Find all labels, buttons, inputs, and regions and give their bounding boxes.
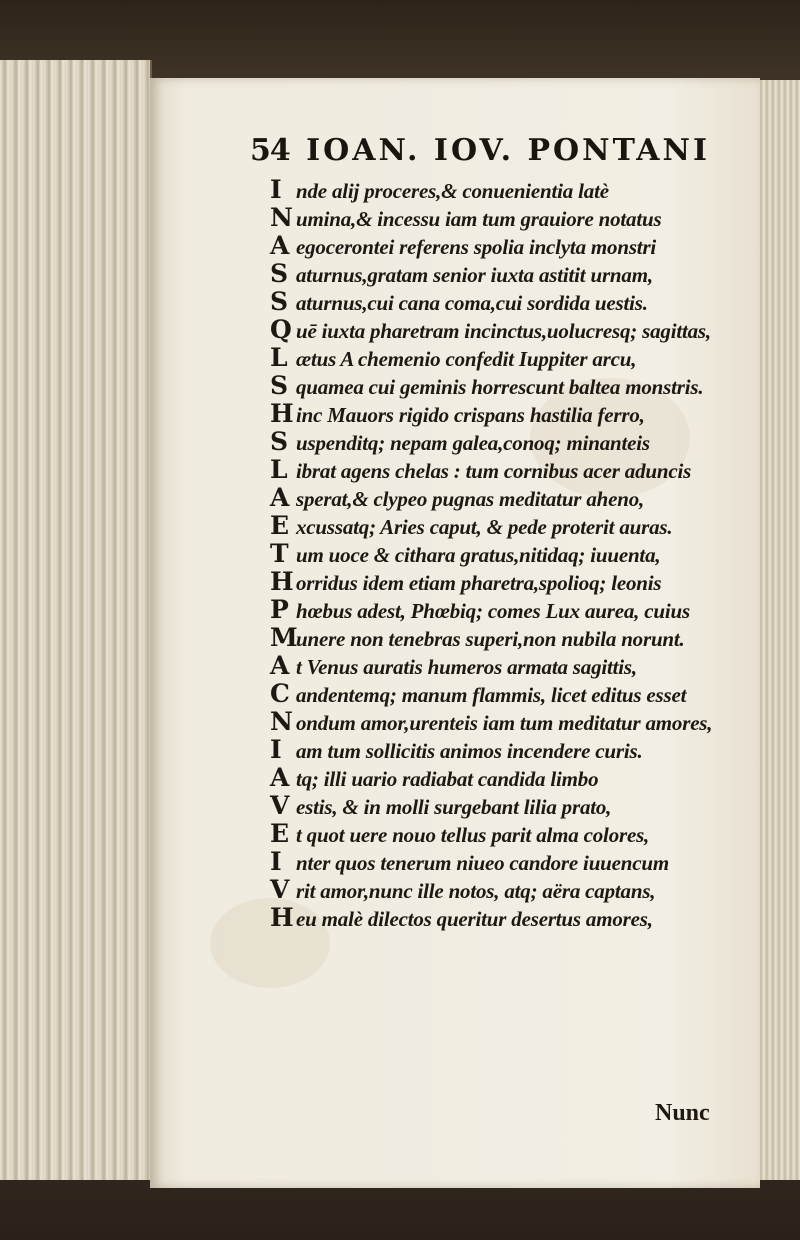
verse-text: andentemq; manum flammis, licet editus esset (296, 683, 687, 707)
verse-line (270, 819, 750, 847)
verse-text: uē iuxta pharetram incinctus,uolucresq; sagittas, (296, 319, 711, 343)
verse-text: eu malè dilectos queritur desertus amores, (296, 907, 653, 931)
verse-line (270, 371, 750, 399)
verse-initial: L (270, 343, 288, 372)
verse-text: unere non tenebras superi,non nubila norunt. (296, 627, 685, 651)
verse-text: nde alij proceres,& conuenientia latè (296, 179, 609, 203)
verse-line (270, 511, 750, 539)
verse-text: umina,& incessu iam tum grauiore notatus (296, 207, 662, 231)
verse-initial: T (270, 539, 289, 568)
verse-initial: S (270, 259, 289, 288)
verse-initial: H (270, 567, 294, 596)
verse-line (270, 427, 750, 455)
running-head (250, 133, 710, 168)
verse-initial: N (270, 707, 293, 736)
verse-initial: A (270, 651, 290, 680)
verse-initial: V (270, 791, 290, 820)
verse-text: orridus idem etiam pharetra,spolioq; leonis (296, 571, 662, 595)
verse-text: estis, & in molli surgebant lilia prato, (296, 795, 612, 819)
verse-initial: Q (270, 315, 292, 344)
verse-initial: M (270, 623, 298, 652)
poem-text (270, 175, 750, 931)
verse-line (270, 567, 750, 595)
verse-line (270, 315, 750, 343)
verse-text: uspenditq; nepam galea,conoq; minanteis (296, 431, 650, 455)
verse-line (270, 399, 750, 427)
verse-initial: E (270, 511, 290, 540)
verse-line (270, 231, 750, 259)
verse-text: ibrat agens chelas : tum cornibus acer aduncis (296, 459, 692, 483)
verse-text: inc Mauors rigido crispans hastilia ferro, (296, 403, 645, 427)
verse-line (270, 175, 750, 203)
verse-line (270, 707, 750, 735)
verse-line (270, 539, 750, 567)
verse-text: t Venus auratis humeros armata sagittis, (296, 655, 637, 679)
verse-line (270, 455, 750, 483)
verse-line (270, 343, 750, 371)
verse-line (270, 791, 750, 819)
verse-initial: S (270, 427, 289, 456)
verse-text: am tum sollicitis animos incendere curis. (296, 739, 643, 763)
verse-initial: E (270, 819, 290, 848)
book-page (150, 78, 760, 1188)
book-edge-right (758, 80, 800, 1180)
verse-text: ondum amor,urenteis iam tum meditatur amores, (296, 711, 713, 735)
verse-initial: A (270, 231, 290, 260)
verse-initial: N (270, 203, 293, 232)
verse-text: xcussatq; Aries caput, & pede proterit auras. (296, 515, 673, 539)
verse-initial: I (270, 847, 282, 876)
verse-text: nter quos tenerum niueo candore iuuencum (296, 851, 669, 875)
verse-text: sperat,& clypeo pugnas meditatur aheno, (296, 487, 645, 511)
verse-text: t quot uere nouo tellus parit alma colores, (296, 823, 650, 847)
verse-initial: I (270, 735, 282, 764)
verse-line (270, 287, 750, 315)
verse-initial: H (270, 903, 294, 932)
verse-line (270, 903, 750, 931)
verse-initial: I (270, 175, 282, 204)
verse-text: tq; illi uario radiabat candida limbo (296, 767, 599, 791)
verse-initial: C (270, 679, 290, 708)
verse-line (270, 875, 750, 903)
verse-line (270, 735, 750, 763)
verse-initial: A (270, 483, 290, 512)
verse-text: egocerontei referens spolia inclyta monstri (296, 235, 657, 259)
verse-text: hœbus adest, Phœbiq; comes Lux aurea, cuius (296, 599, 690, 623)
book-edge-left (0, 60, 152, 1180)
catchword: Nunc (655, 1100, 710, 1126)
verse-line (270, 763, 750, 791)
page-number: 54 (250, 133, 290, 168)
verse-line (270, 847, 750, 875)
verse-text: um uoce & cithara gratus,nitidaq; iuuenta, (296, 543, 661, 567)
verse-text: rit amor,nunc ille notos, atq; aëra captans, (296, 879, 656, 903)
verse-line (270, 623, 750, 651)
verse-initial: A (270, 763, 290, 792)
verse-initial: H (270, 399, 294, 428)
verse-text: quamea cui geminis horrescunt baltea monstris. (296, 375, 704, 399)
verse-text: aturnus,cui cana coma,cui sordida uestis. (296, 291, 648, 315)
verse-line (270, 651, 750, 679)
verse-line (270, 259, 750, 287)
verse-line (270, 483, 750, 511)
verse-line (270, 203, 750, 231)
verse-initial: L (270, 455, 288, 484)
verse-initial: P (270, 595, 289, 624)
verse-text: aturnus,gratam senior iuxta astitit urnam, (296, 263, 653, 287)
verse-line (270, 595, 750, 623)
verse-initial: S (270, 287, 289, 316)
page-title: IOAN. IOV. PONTANI (306, 133, 710, 168)
verse-initial: S (270, 371, 289, 400)
verse-line (270, 679, 750, 707)
verse-text: ætus A chemenio confedit Iuppiter arcu, (296, 347, 637, 371)
verse-initial: V (270, 875, 290, 904)
